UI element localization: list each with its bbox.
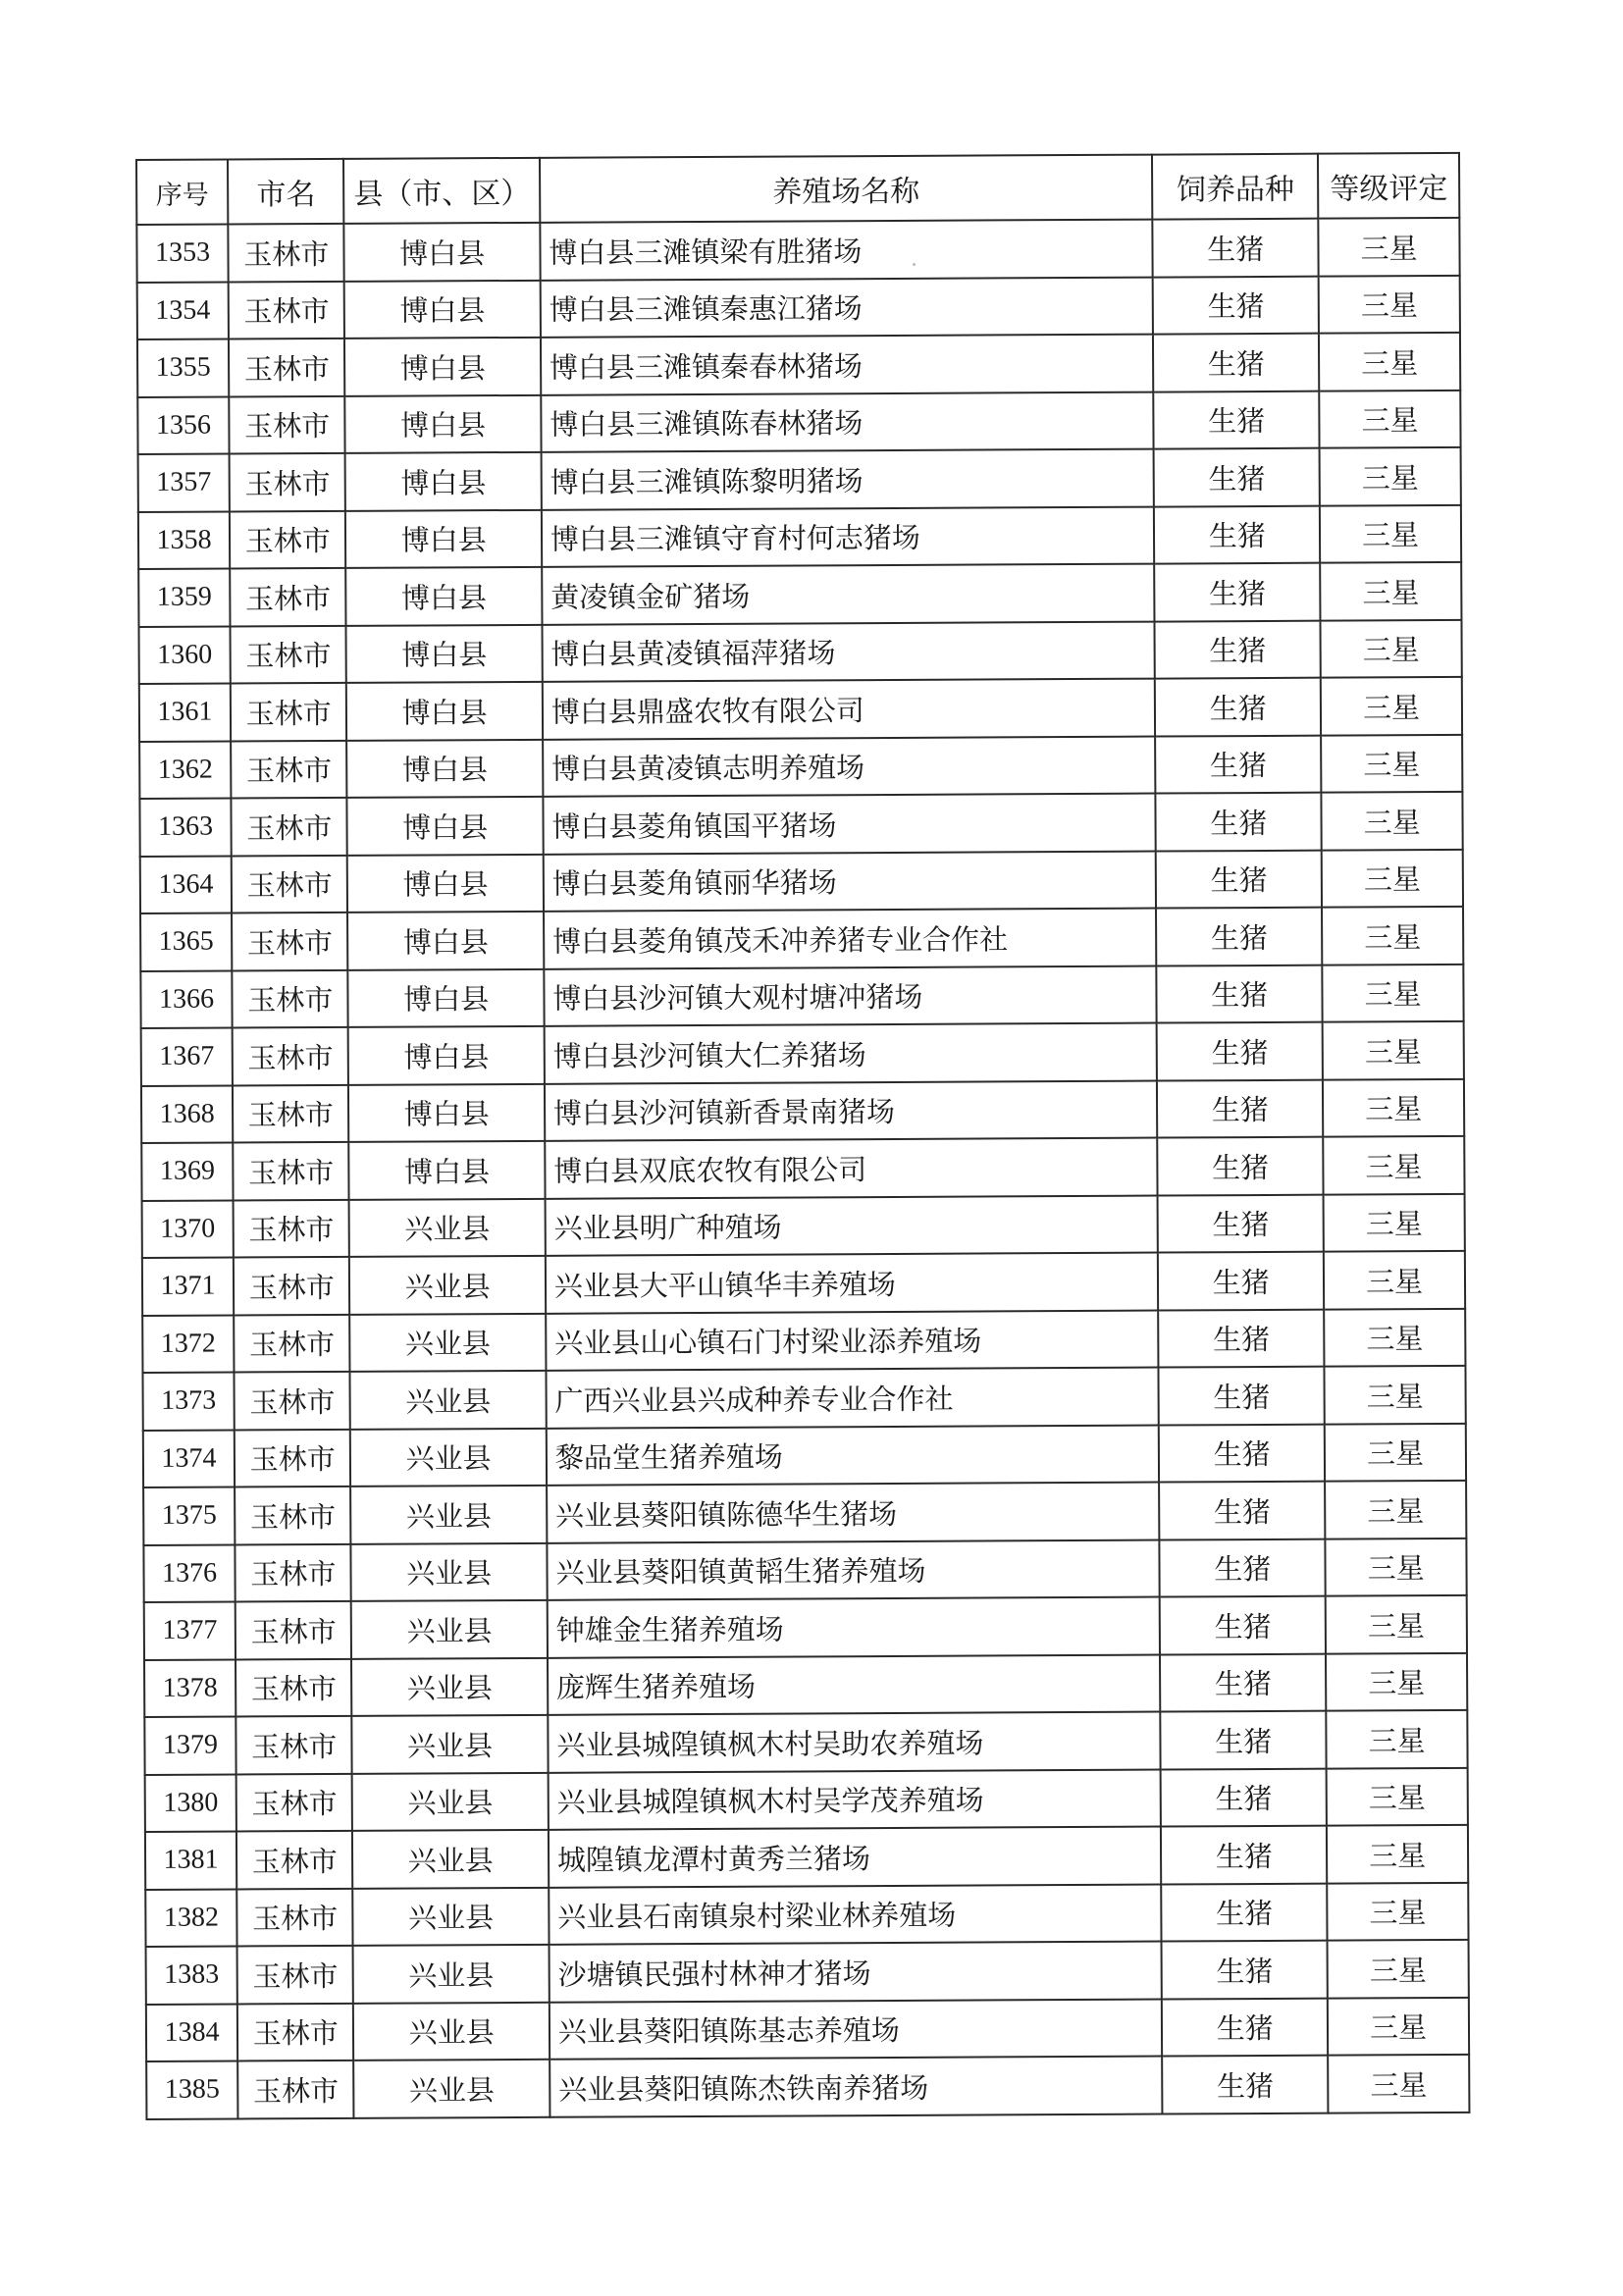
farm-name-cell: 沙塘镇民强村林神才猪场 [549, 1942, 1162, 2003]
rating-cell: 三星 [1319, 333, 1460, 391]
breed-cell: 生猪 [1154, 448, 1320, 506]
serial-number-cell: 1373 [142, 1372, 234, 1430]
farm-name-cell: 博白县沙河镇新香景南猪场 [545, 1080, 1158, 1141]
county-cell: 博白县 [347, 854, 544, 913]
rating-cell: 三星 [1322, 792, 1463, 850]
city-cell: 玉林市 [236, 1601, 352, 1659]
serial-number-cell: 1383 [146, 1946, 237, 2004]
table-header-row [136, 153, 1459, 225]
farm-name-cell: 兴业县明广种殖场 [545, 1195, 1158, 1256]
rating-cell: 三星 [1324, 1193, 1465, 1251]
county-cell: 兴业县 [351, 1486, 548, 1544]
county-cell: 博白县 [345, 452, 542, 511]
table-row [146, 1940, 1469, 2005]
city-cell: 玉林市 [233, 1142, 349, 1200]
county-cell: 兴业县 [352, 1772, 549, 1831]
table-row [141, 1021, 1464, 1086]
serial-number-cell: 1361 [139, 684, 231, 742]
breed-cell: 生猪 [1156, 793, 1322, 851]
serial-number-cell: 1355 [137, 339, 229, 397]
rating-cell: 三星 [1326, 1652, 1467, 1710]
serial-number-cell: 1368 [141, 1085, 233, 1143]
table-row [136, 218, 1459, 283]
header-city: 市名 [228, 159, 344, 225]
breed-cell: 生猪 [1154, 391, 1320, 448]
city-cell: 玉林市 [235, 1487, 351, 1544]
farm-rating-table [135, 152, 1470, 2120]
county-cell: 博白县 [346, 567, 543, 626]
serial-number-cell: 1385 [146, 2061, 237, 2118]
table-row [137, 333, 1460, 397]
farm-name-cell: 广西兴业县兴成种养专业合作社 [546, 1368, 1159, 1429]
breed-cell: 生猪 [1161, 1768, 1327, 1826]
farm-name-cell: 博白县沙河镇大观村塘冲猪场 [544, 965, 1157, 1026]
city-cell: 玉林市 [237, 2061, 354, 2118]
table-row [142, 1366, 1465, 1431]
header-breed: 饲养品种 [1152, 154, 1318, 220]
breed-cell: 生猪 [1161, 1826, 1327, 1884]
table-row [141, 1136, 1464, 1201]
city-cell: 玉林市 [232, 913, 348, 970]
table-row [137, 275, 1460, 339]
city-cell: 玉林市 [234, 1257, 350, 1315]
county-cell: 兴业县 [349, 1198, 546, 1257]
county-cell: 博白县 [347, 797, 544, 856]
table-row [142, 1251, 1465, 1316]
farm-name-cell: 博白县三滩镇秦惠江猪场 [540, 277, 1153, 338]
serial-number-cell: 1378 [144, 1659, 236, 1717]
county-cell: 兴业县 [350, 1371, 547, 1430]
breed-cell: 生猪 [1155, 620, 1321, 678]
serial-number-cell: 1359 [138, 569, 230, 627]
rating-cell: 三星 [1321, 734, 1462, 792]
breed-cell: 生猪 [1162, 1998, 1328, 2056]
city-cell: 玉林市 [234, 1199, 350, 1257]
serial-number-cell: 1358 [138, 511, 230, 569]
county-cell: 博白县 [344, 338, 541, 396]
breed-cell: 生猪 [1160, 1539, 1326, 1596]
breed-cell: 生猪 [1159, 1482, 1325, 1539]
farm-name-cell: 博白县三滩镇守育村何志猪场 [542, 506, 1155, 567]
breed-cell: 生猪 [1157, 965, 1323, 1022]
serial-number-cell: 1384 [146, 2004, 237, 2061]
table-row [140, 964, 1463, 1028]
farm-name-cell: 兴业县大平山镇华丰养殖场 [546, 1253, 1159, 1314]
rating-cell: 三星 [1327, 1882, 1468, 1940]
serial-number-cell: 1381 [145, 1831, 236, 1889]
farm-name-cell: 博白县三滩镇秦春林猪场 [541, 335, 1154, 395]
city-cell: 玉林市 [229, 395, 345, 453]
city-cell: 玉林市 [235, 1543, 351, 1601]
rating-cell: 三星 [1327, 1767, 1468, 1825]
serial-number-cell: 1363 [139, 798, 231, 856]
city-cell: 玉林市 [230, 568, 346, 626]
rating-cell: 三星 [1321, 619, 1462, 677]
rating-cell: 三星 [1319, 275, 1460, 333]
county-cell: 兴业县 [349, 1256, 546, 1315]
county-cell: 兴业县 [352, 1715, 549, 1774]
serial-number-cell: 1365 [140, 913, 232, 970]
header-serial-number: 序号 [136, 160, 228, 225]
table-row [144, 1710, 1467, 1775]
serial-number-cell: 1375 [143, 1487, 235, 1544]
county-cell: 博白县 [346, 682, 543, 741]
header-rating: 等级评定 [1318, 153, 1459, 219]
city-cell: 玉林市 [233, 1084, 349, 1142]
county-cell: 博白县 [348, 968, 545, 1027]
rating-cell: 三星 [1322, 907, 1463, 965]
rating-cell: 三星 [1323, 1136, 1464, 1194]
serial-number-cell: 1366 [140, 970, 232, 1028]
table-row [140, 907, 1463, 971]
city-cell: 玉林市 [236, 1773, 353, 1831]
farm-name-cell: 兴业县城隍镇枫木村吴学茂养殖场 [548, 1769, 1161, 1830]
breed-cell: 生猪 [1154, 505, 1320, 563]
serial-number-cell: 1380 [145, 1774, 236, 1832]
farm-name-cell: 博白县黄凌镇福萍猪场 [542, 621, 1155, 682]
rating-cell: 三星 [1328, 1940, 1469, 1998]
table-row [143, 1538, 1466, 1602]
farm-name-cell: 博白县菱角镇茂禾冲养猪专业合作社 [544, 909, 1157, 969]
breed-cell: 生猪 [1157, 1137, 1323, 1195]
rating-cell: 三星 [1326, 1538, 1467, 1595]
serial-number-cell: 1356 [137, 396, 229, 454]
breed-cell: 生猪 [1162, 1941, 1328, 1999]
rating-cell: 三星 [1323, 964, 1464, 1021]
breed-cell: 生猪 [1161, 1711, 1327, 1769]
farm-name-cell: 博白县菱角镇丽华猪场 [544, 851, 1157, 912]
city-cell: 玉林市 [229, 281, 345, 339]
rating-cell: 三星 [1323, 1021, 1464, 1079]
rating-cell: 三星 [1320, 390, 1461, 447]
city-cell: 玉林市 [236, 1831, 353, 1889]
serial-number-cell: 1374 [143, 1430, 235, 1487]
city-cell: 玉林市 [232, 798, 348, 856]
county-cell: 博白县 [348, 1083, 545, 1142]
county-cell: 博白县 [345, 509, 542, 568]
county-cell: 兴业县 [353, 2002, 550, 2061]
city-cell: 玉林市 [230, 510, 346, 568]
table-row [146, 2055, 1469, 2119]
rating-cell: 三星 [1325, 1481, 1466, 1539]
county-cell: 兴业县 [353, 1887, 550, 1946]
breed-cell: 生猪 [1162, 2056, 1328, 2113]
county-cell: 兴业县 [351, 1600, 548, 1659]
serial-number-cell: 1367 [141, 1027, 233, 1085]
table-row [139, 677, 1462, 742]
breed-cell: 生猪 [1155, 735, 1321, 793]
table-body [136, 218, 1469, 2119]
rating-cell: 三星 [1320, 504, 1461, 562]
serial-number-cell: 1379 [144, 1716, 236, 1774]
header-county: 县（市、区） [343, 158, 540, 224]
city-cell: 玉林市 [236, 1888, 353, 1946]
county-cell: 兴业县 [352, 1830, 549, 1889]
city-cell: 玉林市 [228, 224, 344, 282]
county-cell: 博白县 [347, 739, 544, 798]
breed-cell: 生猪 [1157, 1022, 1323, 1080]
breed-cell: 生猪 [1158, 1252, 1324, 1310]
rating-cell: 三星 [1327, 1825, 1468, 1883]
table-row [141, 1078, 1464, 1143]
breed-cell: 生猪 [1158, 1309, 1324, 1367]
county-cell: 博白县 [349, 1141, 546, 1200]
county-cell: 博白县 [345, 394, 542, 453]
farm-name-cell: 博白县双底农牧有限公司 [545, 1138, 1158, 1199]
table-row [143, 1423, 1466, 1487]
farm-name-cell: 兴业县葵阳镇陈德华生猪场 [547, 1483, 1160, 1543]
serial-number-cell: 1354 [137, 282, 229, 339]
city-cell: 玉林市 [237, 2003, 354, 2061]
rating-cell: 三星 [1321, 677, 1462, 735]
farm-name-cell: 博白县沙河镇大仁养猪场 [544, 1023, 1157, 1084]
serial-number-cell: 1353 [136, 225, 228, 283]
serial-number-cell: 1382 [145, 1889, 236, 1947]
farm-name-cell: 钟雄金生猪养殖场 [548, 1597, 1161, 1658]
rating-cell: 三星 [1327, 1710, 1468, 1768]
table-row [146, 1997, 1469, 2061]
farm-name-cell: 博白县三滩镇陈黎明猪场 [541, 449, 1154, 510]
table-row [144, 1652, 1467, 1717]
breed-cell: 生猪 [1156, 850, 1322, 908]
farm-name-cell: 兴业县石南镇泉村梁业林养殖场 [549, 1884, 1162, 1945]
serial-number-cell: 1364 [140, 856, 232, 913]
breed-cell: 生猪 [1155, 678, 1321, 736]
farm-name-cell: 兴业县城隍镇枫木村吴助农养殖场 [548, 1712, 1161, 1773]
breed-cell: 生猪 [1156, 908, 1322, 965]
table-row [138, 447, 1461, 512]
table-row [138, 562, 1461, 627]
serial-number-cell: 1357 [138, 454, 230, 512]
breed-cell: 生猪 [1153, 276, 1319, 334]
county-cell: 博白县 [344, 280, 541, 339]
breed-cell: 生猪 [1160, 1653, 1326, 1711]
city-cell: 玉林市 [234, 1314, 350, 1372]
breed-cell: 生猪 [1158, 1194, 1324, 1252]
table-row [145, 1767, 1468, 1832]
rating-cell: 三星 [1320, 447, 1461, 505]
city-cell: 玉林市 [236, 1716, 352, 1774]
serial-number-cell: 1371 [142, 1257, 234, 1315]
county-cell: 兴业县 [350, 1313, 547, 1372]
table-row [145, 1825, 1468, 1890]
farm-name-cell: 博白县三滩镇陈春林猪场 [541, 391, 1154, 452]
county-cell: 博白县 [344, 223, 541, 282]
table-row [143, 1481, 1466, 1545]
serial-number-cell: 1360 [138, 626, 230, 684]
rating-cell: 三星 [1325, 1366, 1466, 1424]
table-row [139, 734, 1462, 799]
serial-number-cell: 1372 [142, 1315, 234, 1373]
county-cell: 兴业县 [351, 1657, 548, 1716]
city-cell: 玉林市 [235, 1429, 351, 1487]
table-row [138, 504, 1461, 569]
county-cell: 博白县 [348, 1026, 545, 1085]
breed-cell: 生猪 [1159, 1367, 1325, 1425]
city-cell: 玉林市 [237, 1946, 354, 2004]
farm-name-cell: 博白县三滩镇梁有胜猪场 [540, 220, 1153, 281]
farm-name-cell: 博白县鼎盛农牧有限公司 [543, 679, 1156, 740]
farm-name-cell: 博白县黄凌镇志明养殖场 [543, 736, 1156, 797]
breed-cell: 生猪 [1153, 334, 1319, 391]
city-cell: 玉林市 [231, 683, 347, 741]
breed-cell: 生猪 [1160, 1596, 1326, 1654]
county-cell: 兴业县 [353, 1945, 550, 2004]
rating-cell: 三星 [1326, 1595, 1467, 1653]
table-row [140, 849, 1463, 913]
rating-cell: 三星 [1319, 218, 1460, 276]
serial-number-cell: 1377 [144, 1601, 236, 1659]
table-row [145, 1882, 1468, 1947]
farm-name-cell: 黄凌镇金矿猪场 [542, 564, 1155, 625]
county-cell: 兴业县 [350, 1428, 547, 1487]
serial-number-cell: 1369 [141, 1142, 233, 1200]
serial-number-cell: 1376 [143, 1544, 235, 1602]
county-cell: 博白县 [346, 624, 543, 683]
breed-cell: 生猪 [1154, 563, 1320, 621]
breed-cell: 生猪 [1161, 1883, 1327, 1941]
serial-number-cell: 1362 [139, 741, 231, 799]
county-cell: 兴业县 [351, 1542, 548, 1601]
city-cell: 玉林市 [230, 453, 346, 511]
table-row [142, 1308, 1465, 1373]
table-row [139, 792, 1462, 857]
serial-number-cell: 1370 [142, 1200, 234, 1258]
rating-cell: 三星 [1324, 1251, 1465, 1309]
breed-cell: 生猪 [1153, 219, 1319, 277]
city-cell: 玉林市 [231, 625, 347, 683]
rating-cell: 三星 [1325, 1423, 1466, 1481]
rating-cell: 三星 [1323, 1078, 1464, 1136]
rating-cell: 三星 [1328, 2055, 1469, 2113]
farm-name-cell: 兴业县葵阳镇陈杰铁南养猪场 [550, 2057, 1163, 2117]
farm-name-cell: 兴业县山心镇石门村梁业添养殖场 [546, 1310, 1159, 1371]
breed-cell: 生猪 [1157, 1079, 1323, 1137]
city-cell: 玉林市 [229, 339, 345, 396]
breed-cell: 生猪 [1159, 1424, 1325, 1482]
scanned-sheet [135, 152, 1490, 2120]
table-row [137, 390, 1460, 454]
city-cell: 玉林市 [235, 1372, 351, 1430]
farm-name-cell: 博白县菱角镇国平猪场 [543, 794, 1156, 855]
table-row [138, 619, 1461, 684]
farm-name-cell: 兴业县葵阳镇陈基志养殖场 [550, 1999, 1163, 2060]
county-cell: 兴业县 [354, 2060, 550, 2118]
farm-name-cell: 城隍镇龙潭村黄秀兰猪场 [549, 1827, 1162, 1888]
farm-name-cell: 黎品堂生猪养殖场 [547, 1425, 1160, 1486]
scan-speck [913, 263, 916, 266]
header-farm-name: 养殖场名称 [540, 155, 1153, 223]
rating-cell: 三星 [1322, 849, 1463, 907]
city-cell: 玉林市 [232, 969, 348, 1027]
rating-cell: 三星 [1328, 1997, 1469, 2055]
city-cell: 玉林市 [236, 1658, 352, 1716]
rating-cell: 三星 [1324, 1308, 1465, 1366]
table-row [144, 1595, 1467, 1660]
table-row [142, 1193, 1465, 1258]
city-cell: 玉林市 [231, 740, 347, 798]
city-cell: 玉林市 [233, 1027, 349, 1085]
city-cell: 玉林市 [232, 855, 348, 913]
rating-cell: 三星 [1320, 562, 1461, 620]
county-cell: 博白县 [348, 912, 545, 970]
farm-name-cell: 兴业县葵阳镇黄韬生猪养殖场 [547, 1539, 1160, 1600]
farm-name-cell: 庞辉生猪养殖场 [548, 1654, 1161, 1715]
